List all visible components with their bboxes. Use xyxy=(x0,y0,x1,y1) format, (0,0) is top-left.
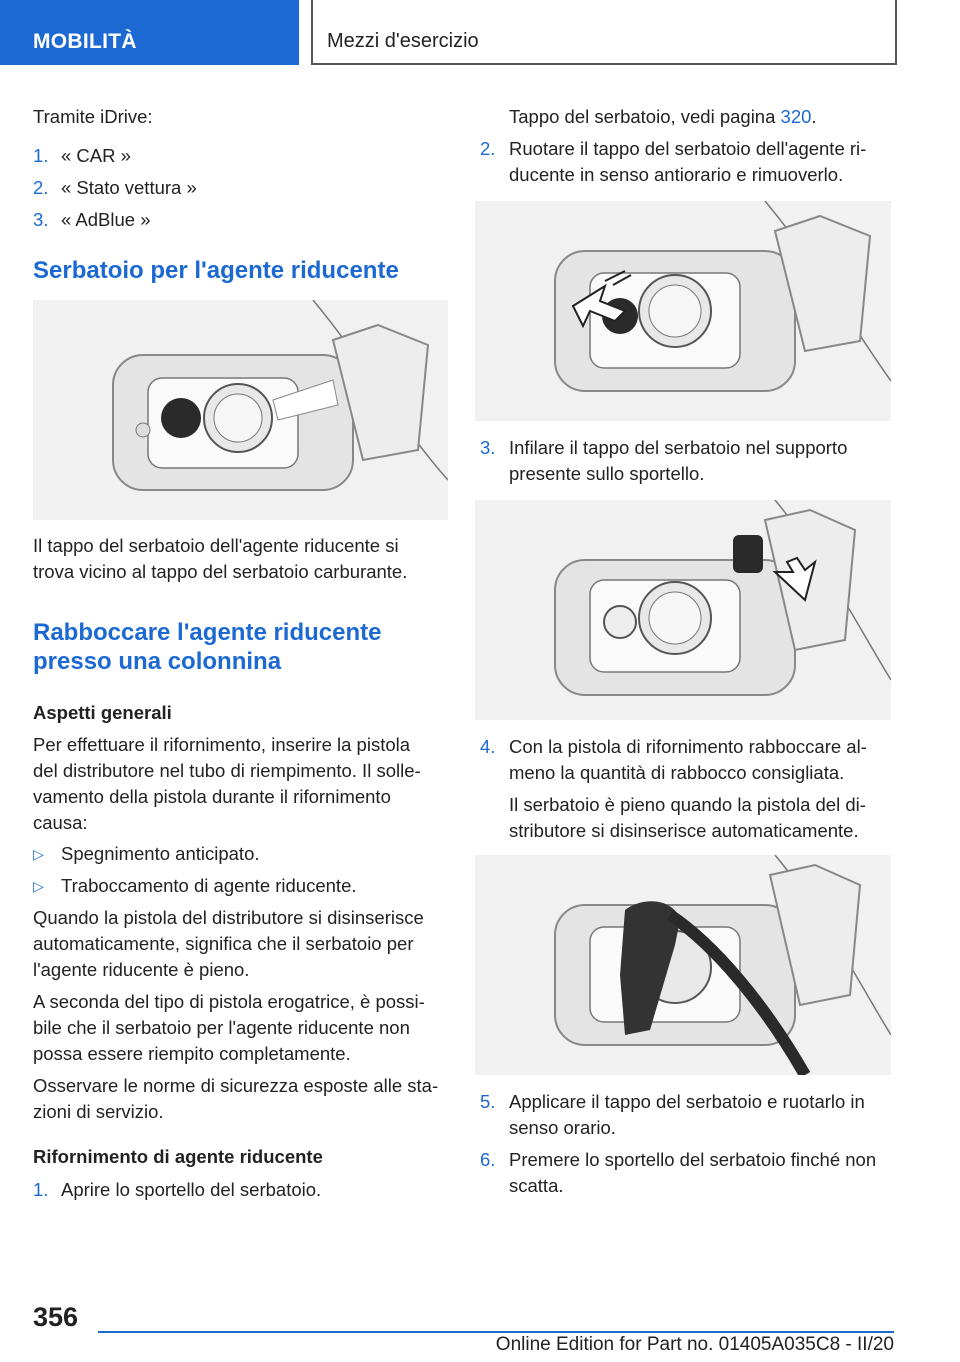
figure-remove-cap xyxy=(475,201,891,421)
tank-text-line: trova vicino al tappo del serbatoio carburante. xyxy=(33,561,408,582)
step-text-line: Ruotare il tappo del serbatoio dell'agente ri- xyxy=(509,138,867,159)
step-note-line: stributore si disinserisce automaticamente. xyxy=(509,820,859,841)
step-text-line: Applicare il tappo del serbatoio e ruotarlo in xyxy=(509,1091,865,1112)
intro-text: Tramite iDrive: xyxy=(33,106,153,127)
para-safety-line: Osservare le norme di sicurezza esposte alle sta- xyxy=(33,1075,439,1096)
bullet-triangle-icon: ▷ xyxy=(33,846,44,862)
step-note-line: Il serbatoio è pieno quando la pistola del di- xyxy=(509,794,866,815)
continued-text-end: . xyxy=(811,106,817,127)
step-text-line: Con la pistola di rifornimento rabboccare al- xyxy=(509,736,867,757)
bullet-text: Traboccamento di agente riducente. xyxy=(61,875,357,896)
step-number: 1. xyxy=(33,1179,49,1200)
heading-refill-line: presso una colonnina xyxy=(33,648,282,675)
step-text: « CAR » xyxy=(61,145,131,166)
chapter-title: Mezzi d'esercizio xyxy=(327,30,479,52)
chapter-tab xyxy=(311,0,897,65)
general-text-line: Per effettuare il rifornimento, inserire la pistola xyxy=(33,734,411,755)
para-possible-line: possa essere riempito completamente. xyxy=(33,1043,351,1064)
step-number: 2. xyxy=(480,138,496,159)
footer-edition: Online Edition for Part no. 01405A035C8 - II/20 xyxy=(495,1334,894,1355)
tank-text-line: Il tappo del serbatoio dell'agente riducente si xyxy=(33,535,399,556)
para-full-line: Quando la pistola del distributore si disinserisce xyxy=(33,907,424,928)
figure-refill-nozzle xyxy=(475,855,891,1075)
step-text-line: presente sullo sportello. xyxy=(509,463,705,484)
section-title: MOBILITÀ xyxy=(33,30,137,53)
para-possible-line: bile che il serbatoio per l'agente riducente non xyxy=(33,1017,410,1038)
para-possible-line: A seconda del tipo di pistola erogatrice, è possi- xyxy=(33,991,425,1012)
bullet-triangle-icon: ▷ xyxy=(33,878,44,894)
general-text-line: del distributore nel tubo di riempimento. Il solle- xyxy=(33,760,421,781)
step-number: 2. xyxy=(33,177,49,198)
step-text: « Stato vettura » xyxy=(61,177,197,198)
step-text-line: senso orario. xyxy=(509,1117,616,1138)
step-number: 1. xyxy=(33,145,49,166)
para-full-line: l'agente riducente è pieno. xyxy=(33,959,250,980)
heading-general: Aspetti generali xyxy=(33,702,172,723)
figure-cap-holder xyxy=(475,500,891,720)
heading-tank: Serbatoio per l'agente riducente xyxy=(33,257,399,284)
step-text: Aprire lo sportello del serbatoio. xyxy=(61,1179,322,1200)
heading-refill-line: Rabboccare l'agente riducente xyxy=(33,619,382,646)
step-number: 3. xyxy=(33,209,49,230)
continued-text xyxy=(509,104,817,130)
general-text-line: causa: xyxy=(33,812,88,833)
page-number: 356 xyxy=(33,1302,79,1332)
general-text-line: vamento della pistola durante il rifornimento xyxy=(33,786,391,807)
step-text-line: scatta. xyxy=(509,1175,564,1196)
para-full-line: automaticamente, significa che il serbatoio per xyxy=(33,933,414,954)
step-text-line: Premere lo sportello del serbatoio finché non xyxy=(509,1149,877,1170)
step-number: 6. xyxy=(480,1149,496,1170)
step-text-line: ducente in senso antiorario e rimuoverlo. xyxy=(509,164,844,185)
step-number: 5. xyxy=(480,1091,496,1112)
step-text-line: meno la quantità di rabbocco consigliata. xyxy=(509,762,845,783)
step-text-line: Infilare il tappo del serbatoio nel supporto xyxy=(509,437,848,458)
para-safety-line: zioni di servizio. xyxy=(33,1101,164,1122)
footer-divider xyxy=(98,1331,894,1333)
page-link[interactable]: 320 xyxy=(780,106,812,127)
heading-refuel: Rifornimento di agente riducente xyxy=(33,1146,323,1167)
figure-tank-cap xyxy=(33,300,448,520)
section-tab xyxy=(0,0,299,65)
step-number: 3. xyxy=(480,437,496,458)
continued-text-main: Tappo del serbatoio, vedi pagina xyxy=(509,106,781,127)
bullet-text: Spegnimento anticipato. xyxy=(61,843,260,864)
step-text: « AdBlue » xyxy=(61,209,151,230)
step-number: 4. xyxy=(480,736,496,757)
